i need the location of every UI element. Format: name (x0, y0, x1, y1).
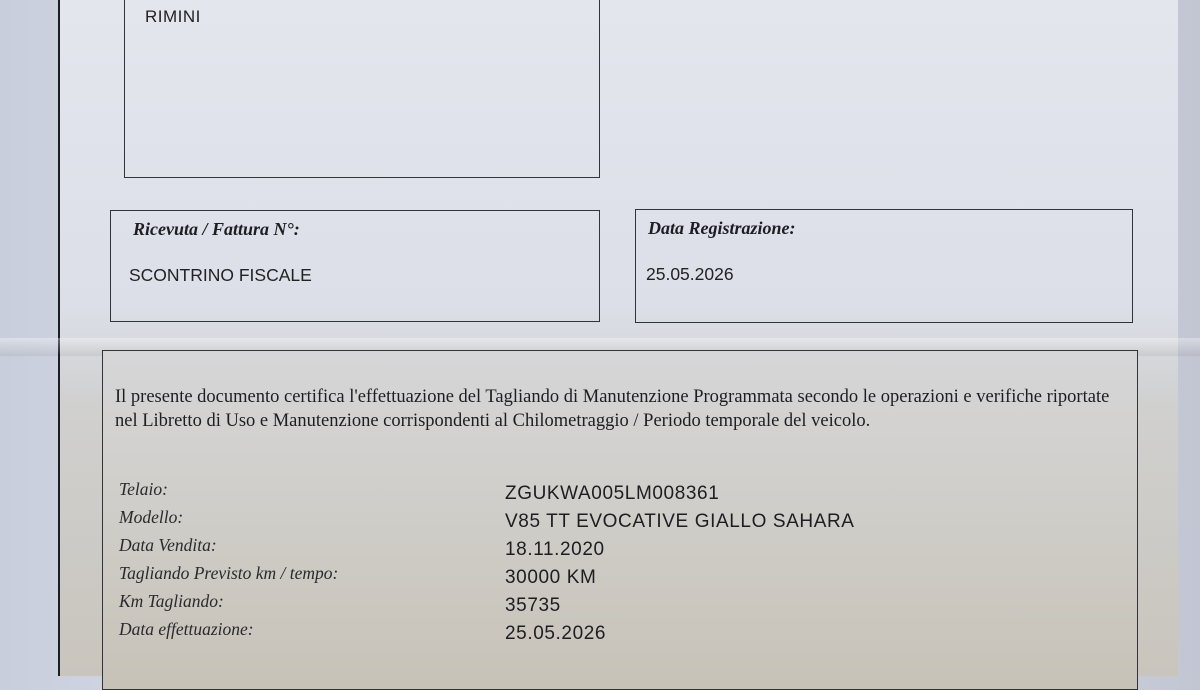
field-label: Tagliando Previsto km / tempo: (119, 563, 339, 583)
field-value: ZGUKWA005LM008361 (505, 483, 720, 504)
field-label: Data effettuazione: (119, 619, 254, 639)
receipt-box (110, 210, 600, 322)
field-value: 30000 KM (505, 567, 597, 588)
registration-label: Data Registrazione: (648, 218, 796, 238)
receipt-label: Ricevuta / Fattura N°: (133, 219, 300, 239)
field-value: 18.11.2020 (505, 539, 605, 560)
field-value: V85 TT EVOCATIVE GIALLO SAHARA (505, 511, 855, 532)
field-label: Modello: (119, 507, 184, 527)
certificate-text: Il presente documento certifica l'effettuazione del Tagliando di Manutenzione Programmata secondo le operazioni e verifiche riportate nel Libretto di Uso e Manutenzione corrispondenti al Chilometraggio / Periodo temporale del veicolo. (115, 387, 1110, 431)
registration-value: 25.05.2026 (646, 264, 734, 284)
registration-box (635, 209, 1133, 323)
address-city: RIMINI (145, 7, 201, 26)
field-label: Km Tagliando: (119, 591, 224, 611)
certificate-box (102, 350, 1138, 690)
address-box (124, 0, 600, 178)
field-value: 25.05.2026 (505, 623, 607, 644)
receipt-value: SCONTRINO FISCALE (129, 265, 312, 285)
field-label: Data Vendita: (119, 535, 217, 555)
field-value: 35735 (505, 595, 561, 616)
field-label: Telaio: (119, 479, 168, 499)
